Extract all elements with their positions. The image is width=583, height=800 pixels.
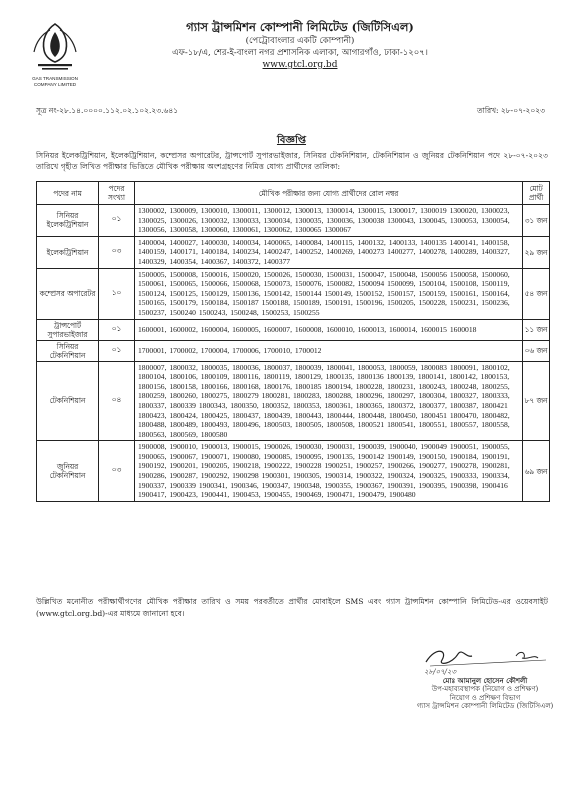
letterhead: [100, 20, 500, 72]
total-candidates: ৬৯ জন: [523, 441, 550, 502]
post-name: কম্প্রেসর অপারেটর: [37, 268, 99, 319]
post-count: ০১: [99, 319, 135, 340]
post-count: ০১: [99, 340, 135, 361]
table-row: [37, 319, 550, 340]
post-count: ১০: [99, 268, 135, 319]
total-candidates: ১১ জন: [523, 319, 550, 340]
post-count: ০৪: [99, 361, 135, 441]
roll-numbers: 1600001, 1600002, 1600004, 1600005, 1600007, 1600008, 1600010, 1600013, 1600014, 1600015 1600018: [135, 319, 523, 340]
header-count: পদের সংখ্যা: [99, 182, 135, 205]
logo-caption-line1: GAS TRANSMISSION: [32, 76, 78, 81]
signatory-division: নিয়োগ ও প্রশিক্ষণ বিভাগ: [449, 693, 521, 702]
roll-numbers: 1500005, 1500008, 1500016, 1500020, 1500026, 1500030, 1500031, 1500047, 1500048, 1500056 1500058, 1500060, 1500061, 1500065, 1500066, 1500068, 1500073, 1500076, 1500082, 1500094 1500099, 1500104, 1500108, 1500119, 1500124, 1500125, 1500129, 1500136, 1500142, 1500144 1500149, 1500152, 1500157, 1500159, 1500161, 1500164, 1500165, 1500179, 1500184, 1500187 1500188, 1500189, 1500191, 1500196, 1500205, 1500228, 1500231, 1500236, 1500237, 1500240 1500243, 1500248, 1500253, 1500255: [135, 268, 523, 319]
flame-logo-icon: [34, 24, 76, 70]
total-candidates: ৮৭ জন: [523, 361, 550, 441]
footer-note: উল্লিখিত মনোনীত পরীক্ষার্থীগণের মৌখিক পরীক্ষার তারিখ ও সময় পরবর্তীতে প্রার্থীর মোবাইলে SMS এবং গ্যাস ট্রান্সমিশন কোম্পানি লিমিটেড-এর ওয়েবসাইট (www.gtcl.org.bd)-এর মাধ্যমে জানানো হবে।: [36, 597, 548, 618]
roll-numbers: 1400004, 1400027, 1400030, 1400034, 1400065, 1400084, 1400115, 1400132, 1400133, 1400135 1400141, 1400158, 1400159, 1400171, 1400184, 1400234, 1400247, 1400252, 1400269, 1400273 1400277, 1400278, 1400289, 1400327, 1400329, 1400354, 1400367, 1400372, 1400377: [135, 236, 523, 268]
signatory-designation: উপ-মহাব্যবস্থাপক (নিয়োগ ও প্রশিক্ষণ): [431, 685, 539, 693]
post-name: জুনিয়র টেকনিশিয়ান: [37, 441, 99, 502]
table-row: [37, 361, 550, 441]
org-address: এফ-১৮/এ, শের-ই-বাংলা নগর প্রশাসনিক এলাকা, আগারগাঁও, ঢাকা-১২০৭।: [172, 48, 428, 58]
logo-caption-line2: COMPANY LIMITED: [33, 82, 77, 87]
total-candidates: ০৬ জন: [523, 340, 550, 361]
total-candidates: ৩১ জন: [523, 205, 550, 237]
post-count: ০৩: [99, 441, 135, 502]
post-count: ০৩: [99, 236, 135, 268]
org-website-link[interactable]: www.gtcl.org.bd: [262, 60, 338, 70]
notice-date: তারিখ: ২৮-০৭-২০২৩: [477, 106, 545, 115]
signatory-name: মোঃ আমানুল হোসেন কৌশলী: [442, 675, 528, 685]
header-post: পদের নাম: [37, 182, 99, 205]
org-name: গ্যাস ট্রান্সমিশন কোম্পানী লিমিটেড (জিটিসিএল): [186, 20, 414, 34]
roll-numbers: 1800007, 1800032, 1800035, 1800036, 1800037, 1800039, 1800041, 1800053, 1800059, 1800083 1800091, 1800102, 1800104, 1800106, 1800109, 1800116, 1800119, 1800129, 1800135, 1800136 1800139, 1800141, 1800142, 1800153, 1800156, 1800158, 1800166, 1800168, 1800176, 1800185 1800194, 1800228, 1800231, 1800243, 1800248, 1800255, 1800259, 1800260, 1800275, 1800279 1800281, 1800283, 1800288, 1800296, 1800297, 1800304, 1800327, 1800333, 1800337, 1800339 1800343, 1800350, 1800352, 1800353, 1800361, 1800365, 1800372, 1800377, 1800387, 1800421 1800423, 1800424, 1800425, 1800437, 1800439, 1800443, 1800444, 1800448, 1800450, 1800451 1800470, 1800482, 1800488, 1800489, 1800493, 1800496, 1800503, 1800505, 1800508, 1800521 1800541, 1800551, 1800557, 1800558, 1800563, 1800569, 1800580: [135, 361, 523, 441]
total-candidates: ৫৪ জন: [523, 268, 550, 319]
post-name: সিনিয়র ইলেকট্রিশিয়ান: [37, 205, 99, 237]
roll-numbers: 1700001, 1700002, 1700004, 1700006, 1700010, 1700012: [135, 340, 523, 361]
signature-block: [400, 668, 570, 711]
table-row: [37, 441, 550, 502]
post-name: ইলেকট্রিশিয়ান: [37, 236, 99, 268]
intro-paragraph: সিনিয়র ইলেকট্রিশিয়ান, ইলেকট্রিশিয়ান, কম্প্রেসর অপারেটর, ট্রান্সপোর্ট সুপারভাইজার, সিনিয়র টেকনিশিয়ান, টেকনিশিয়ান ও জুনিয়র টেকনিশিয়ান পদে ২৮-০৭-২০২৩ তারিখে গৃহীত লিখিত পরীক্ষার ভিত্তিতে মৌখিক পরীক্ষায় অংশগ্রহণের নিমিত্ত যোগ্য প্রার্থীদের তালিকা:: [36, 151, 548, 171]
header-total: মোট প্রার্থী: [523, 182, 550, 205]
notice-heading: [0, 128, 583, 150]
company-logo: [24, 18, 86, 92]
post-count: ০১: [99, 205, 135, 237]
post-name: টেকনিশিয়ান: [37, 361, 99, 441]
candidates-table: [36, 181, 550, 502]
roll-numbers: 1900008, 1900010, 1900013, 1900015, 1900026, 1900030, 1900031, 1900039, 1900040, 1900049 1900051, 1900055, 1900065, 1900067, 1900071, 1900080, 1900085, 1900095, 1900135, 1900142 1900149, 1900150, 1900184, 1900191, 1900192, 1900201, 1900205, 1900218, 1900222, 1900228 1900251, 1900257, 1900266, 1900277, 1900278, 1900281, 1900286, 1900287, 1900292, 1900298 1900301, 1900305, 1900314, 1900322, 1900324, 1900325, 1900333, 1900334, 1900337, 1900339 1900341, 1900346, 1900347, 1900348, 1900355, 1900367, 1900391, 1900395, 1900398, 1900416 1900417, 1900423, 1900441, 1900453, 1900455, 1900469, 1900471, 1900479, 1900480: [135, 441, 523, 502]
roll-numbers: 1300002, 1300009, 1300010, 1300011, 1300012, 1300013, 1300014, 1300015, 1300017, 1300019 1300020, 1300023, 1300025, 1300026, 1300032, 1300033, 1300034, 1300035, 1300036, 1300038 1300043, 1300045, 1300053, 1300054, 1300056, 1300058, 1300060, 1300061, 1300062, 1300065 1300067: [135, 205, 523, 237]
post-name: ট্রান্সপোর্ট সুপারভাইজার: [37, 319, 99, 340]
table-row: [37, 236, 550, 268]
table-row: [37, 205, 550, 237]
table-row: [37, 340, 550, 361]
org-subtitle: (পেট্রোবাংলার একটি কোম্পানী): [245, 36, 355, 46]
total-candidates: ২৯ জন: [523, 236, 550, 268]
notice-title: বিজ্ঞপ্তি: [276, 135, 307, 146]
table-header-row: [37, 182, 550, 205]
header-rolls: মৌখিক পরীক্ষার জন্য যোগ্য প্রার্থীদের রোল নম্বর: [135, 182, 523, 205]
reference-number: সূত্র নং-২৮.১৪.০০০০.১১২.০২.১০২.২৩.৬৪১: [36, 106, 179, 115]
post-name: সিনিয়র টেকনিশিয়ান: [37, 340, 99, 361]
table-row: [37, 268, 550, 319]
signed-date: ২৮/০৭/২৩: [424, 668, 457, 676]
signatory-company: গ্যাস ট্রান্সমিশন কোম্পানী লিমিটেড (জিটিসিএল): [416, 702, 554, 710]
